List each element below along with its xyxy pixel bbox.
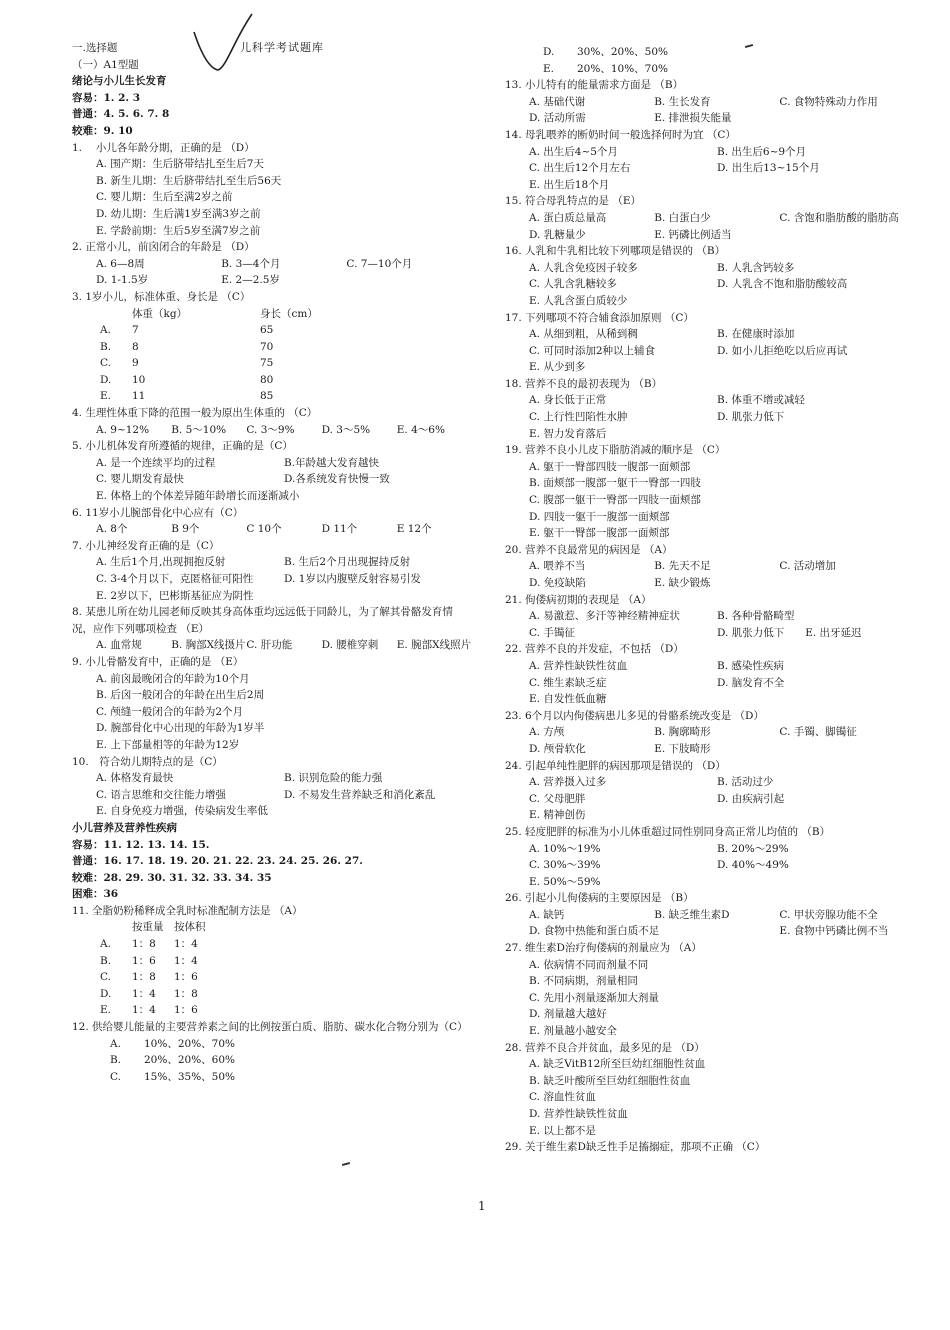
answer-option: B. 胸部X线摄片 bbox=[171, 639, 246, 652]
table-row bbox=[543, 44, 905, 61]
table-cell: C. bbox=[100, 357, 111, 370]
right-column bbox=[505, 44, 905, 1156]
answer-option: D. 免疫缺陷 bbox=[529, 577, 586, 589]
answer-option: E. 出生后18个月 bbox=[529, 178, 610, 191]
question-stem: 9. 小儿骨骼发育中，正确的是 （E） bbox=[72, 655, 244, 668]
answer-option: B. 3—4个月 bbox=[221, 257, 281, 270]
question-stem: 15. 符合母乳特点的是 （E） bbox=[505, 195, 642, 208]
answer-option: C. 父母肥胖 bbox=[529, 792, 586, 805]
answer-option: B. 生长发育 bbox=[654, 95, 711, 108]
answer-option: B. 生后2个月出现握持反射 bbox=[284, 556, 411, 569]
answer-option: A. 易激惹、多汗等神经精神症状 bbox=[529, 610, 680, 623]
answer-option: A. 人乳含免疫因子较多 bbox=[529, 261, 638, 274]
table-cell: 20%、10%、70% bbox=[577, 62, 669, 75]
question-stem: 22. 营养不良的并发症，不包括 （D） bbox=[505, 643, 684, 656]
question-stem: 26. 引起小儿佝偻病的主要原因是 （B） bbox=[505, 892, 694, 905]
answer-option: E. 2岁以下，巴彬斯基征应为阴性 bbox=[96, 589, 254, 602]
table-cell: 11 bbox=[132, 390, 146, 403]
question-stem: 11. 全脂奶粉稀释成全乳时标准配制方法是 （A） bbox=[72, 904, 303, 917]
section-heading: 困难：36 bbox=[72, 888, 119, 901]
table-cell: 9 bbox=[132, 357, 139, 370]
answer-option: B. 20%～29% bbox=[717, 842, 789, 855]
option-table bbox=[72, 1036, 472, 1086]
answer-option: D. 40%～49% bbox=[717, 859, 789, 872]
question-stem: 20. 营养不良最常见的病因是 （A） bbox=[505, 543, 673, 556]
answer-option: B. 在健康时添加 bbox=[717, 328, 795, 341]
answer-option: A. 营养摄入过多 bbox=[529, 776, 607, 789]
answer-option: B. 感染性疾病 bbox=[717, 659, 784, 672]
answer-option: B. 后囟一般闭合的年龄在出生后2周 bbox=[96, 689, 265, 702]
answer-options bbox=[505, 94, 905, 127]
table-cell: E. bbox=[100, 390, 112, 403]
answer-option: A. 方颅 bbox=[529, 726, 565, 739]
answer-option: A. 9~12% bbox=[96, 423, 150, 436]
answer-option: D. 出生后13~15个月 bbox=[717, 162, 820, 175]
answer-option: C. 可同时添加2种以上辅食 bbox=[529, 344, 656, 357]
answer-option: A. 蛋白质总量高 bbox=[529, 211, 607, 224]
answer-option: E. 钙磷比例适当 bbox=[654, 228, 732, 241]
answer-option: A. 血常规 bbox=[96, 639, 142, 652]
answer-option: C. 3-4个月以下，克匿格征可阳性 bbox=[96, 573, 254, 585]
table-row bbox=[110, 1052, 472, 1069]
answer-option: C. 颅缝一般闭合的年龄为2个月 bbox=[96, 705, 244, 718]
table-cell: 15%、35%、50% bbox=[144, 1070, 236, 1083]
answer-option: C. 甲状旁腺功能不全 bbox=[779, 908, 878, 921]
table-cell: B. bbox=[100, 340, 112, 353]
table-cell: 20%、20%、60% bbox=[144, 1054, 236, 1067]
table-row bbox=[100, 986, 472, 1003]
question-stem: 18. 营养不良的最初表现为 （B） bbox=[505, 377, 663, 390]
question-stem: 4. 生理性体重下降的范围一般为原出生体重的 （C） bbox=[72, 407, 318, 420]
answer-options bbox=[505, 144, 905, 194]
answer-option: A. 躯干一臀部四肢一腹部一面颊部 bbox=[529, 460, 691, 473]
answer-option: D. 食物中热能和蛋白质不足 bbox=[529, 925, 660, 938]
answer-option: D. 1岁以内腹壁反射容易引发 bbox=[284, 573, 421, 585]
answer-option: B. 缺乏叶酸所至巨幼红细胞性贫血 bbox=[529, 1074, 691, 1087]
answer-option: E. 上下部量相等的年龄为12岁 bbox=[96, 738, 240, 751]
table-cell: D. bbox=[100, 987, 112, 1000]
table-cell: A. bbox=[100, 324, 111, 337]
table-row bbox=[543, 61, 905, 78]
answer-option: E. 从少到多 bbox=[529, 361, 586, 374]
answer-option: B. 出生后6~9个月 bbox=[717, 145, 807, 158]
table-cell: 75 bbox=[260, 357, 274, 370]
answer-options bbox=[505, 260, 905, 310]
table-cell: 1：6 bbox=[174, 1004, 198, 1017]
table-cell: 65 bbox=[260, 324, 274, 337]
answer-option: D. 腰椎穿刺 bbox=[321, 639, 379, 652]
question-stem: 17. 下列哪项不符合辅食添加原则 （C） bbox=[505, 311, 694, 324]
answer-option: B. 体重不增或减轻 bbox=[717, 394, 805, 407]
answer-option: D. 幼儿期：生后满1岁至满3岁之前 bbox=[96, 207, 261, 220]
table-cell: 体重（kg） bbox=[132, 307, 188, 320]
answer-option: C. 活动增加 bbox=[779, 560, 836, 573]
section-heading: 容易：1. 2. 3 bbox=[72, 91, 141, 104]
answer-options bbox=[505, 326, 905, 376]
answer-option: E. 精神创伤 bbox=[529, 809, 586, 822]
answer-option: A. 喂养不当 bbox=[529, 560, 586, 573]
answer-option: E. 2—2.5岁 bbox=[221, 274, 280, 287]
table-row bbox=[100, 936, 472, 953]
answer-option: E. 智力发育落后 bbox=[529, 427, 607, 440]
answer-option: C. 婴儿期发育最快 bbox=[96, 473, 184, 486]
question-stem: 28. 营养不良合并贫血，最多见的是 （D） bbox=[505, 1041, 705, 1054]
table-cell: 按体积 bbox=[174, 921, 206, 934]
answer-options bbox=[72, 156, 472, 239]
answer-option: A. 基础代谢 bbox=[529, 95, 586, 108]
answer-option: B. 识别危险的能力强 bbox=[284, 772, 383, 785]
question-stem: 12. 供给婴儿能量的主要营养素之间的比例按蛋白质、脂肪、碳水化合物分别为（C） bbox=[72, 1021, 468, 1034]
table-cell: 1：6 bbox=[132, 954, 156, 967]
table-cell: 1：4 bbox=[132, 987, 156, 1000]
table-cell: C. bbox=[110, 1070, 121, 1083]
answer-option: D. 不易发生营养缺乏和消化紊乱 bbox=[284, 788, 436, 801]
answer-option: B. 白蛋白少 bbox=[654, 211, 711, 224]
section-heading: 绪论与小儿生长发育 bbox=[72, 75, 167, 88]
answer-option: C. 婴儿期：生后至满2岁之前 bbox=[96, 191, 233, 204]
answer-option: C. 出生后12个月左右 bbox=[529, 162, 631, 175]
answer-options bbox=[72, 770, 472, 820]
table-row bbox=[100, 1002, 472, 1019]
section-heading: 普通：4. 5. 6. 7. 8 bbox=[72, 108, 170, 121]
answer-option: D. 1-1.5岁 bbox=[96, 274, 149, 287]
answer-option: E. 人乳含蛋白质较少 bbox=[529, 294, 628, 307]
question-stem: 16. 人乳和牛乳相比较下列哪项是错误的 （B） bbox=[505, 245, 726, 258]
answer-option: C. 含饱和脂肪酸的脂肪高 bbox=[779, 211, 899, 224]
question-stem: 13. 小儿特有的能量需求方面是 （B） bbox=[505, 79, 684, 92]
answer-option: D. 腕部骨化中心出现的年龄为1岁半 bbox=[96, 722, 265, 735]
answer-option: E. 躯干一臀部一腹部一面颊部 bbox=[529, 527, 670, 540]
table-cell: D. bbox=[100, 373, 112, 386]
option-table bbox=[72, 919, 472, 1019]
answer-option: D. 四肢一躯干一腹部一面颊部 bbox=[529, 510, 670, 523]
answer-options bbox=[72, 256, 472, 289]
question-stem: 27. 维生素D治疗佝偻病的剂量应为 （A） bbox=[505, 942, 702, 955]
question-stem: 25. 轻度肥胖的标准为小儿体重超过同性别同身高正常儿均值的 （B） bbox=[505, 825, 831, 838]
table-cell: 80 bbox=[260, 373, 274, 386]
table-row bbox=[100, 306, 472, 323]
table-row bbox=[100, 355, 472, 372]
answer-options bbox=[505, 841, 905, 891]
question-stem: 24. 引起单纯性肥胖的病因那项是错误的 （D） bbox=[505, 759, 726, 772]
table-cell: A. bbox=[110, 1037, 121, 1050]
section-heading: 容易：11. 12. 13. 14. 15. bbox=[72, 838, 210, 851]
table-cell: 1：8 bbox=[132, 938, 156, 951]
answer-option: C. 语言思维和交往能力增强 bbox=[96, 788, 226, 801]
table-cell: 30%、20%、50% bbox=[577, 46, 669, 58]
answer-options bbox=[505, 658, 905, 708]
answer-option: A. 营养性缺铁性贫血 bbox=[529, 659, 628, 672]
question-stem: 1. 小儿各年龄分期，正确的是 （D） bbox=[72, 141, 255, 154]
answer-option: E. 排泄损失能量 bbox=[654, 112, 732, 125]
answer-option: A. 身长低于正常 bbox=[529, 394, 607, 407]
table-cell: 85 bbox=[260, 390, 274, 403]
answer-option: C. 上行性凹陷性水肿 bbox=[529, 411, 628, 424]
section-heading: 较难：9. 10 bbox=[72, 124, 133, 137]
table-row bbox=[100, 372, 472, 389]
table-cell: B. bbox=[100, 954, 112, 967]
question-stem: 5. 小儿机体发育所遵循的规律，正确的是（C） bbox=[72, 440, 293, 453]
table-cell: C. bbox=[100, 971, 111, 984]
answer-option: E. 食物中钙磷比例不当 bbox=[779, 925, 889, 938]
answer-option: D. 肌张力低下 E. 出牙延迟 bbox=[717, 626, 862, 639]
answer-options bbox=[505, 459, 905, 542]
answer-options bbox=[505, 558, 905, 591]
table-cell: D. bbox=[543, 46, 555, 58]
table-cell: 7 bbox=[132, 324, 139, 337]
text-line: 一.选择题 bbox=[72, 42, 118, 54]
answer-option: E. 缺少锻炼 bbox=[654, 577, 711, 589]
text-line: （一）A1型题 bbox=[72, 58, 139, 71]
answer-option: E. 50%～59% bbox=[529, 875, 601, 888]
question-stem: 19. 营养不良小儿皮下脂肪消减的顺序是 （C） bbox=[505, 444, 726, 457]
answer-option: C. 人乳含乳糖较多 bbox=[529, 278, 617, 291]
answer-option: B. 人乳含钙较多 bbox=[717, 261, 795, 274]
table-row bbox=[100, 339, 472, 356]
answer-option: A. 8个 bbox=[96, 523, 128, 536]
page-number: 1 bbox=[478, 1199, 486, 1213]
answer-option: B 9个 bbox=[171, 523, 200, 536]
table-row bbox=[110, 1069, 472, 1086]
answer-option: B. 5～10% bbox=[171, 423, 227, 436]
answer-options bbox=[505, 957, 905, 1040]
answer-option: D. 人乳含不饱和脂肪酸较高 bbox=[717, 278, 848, 291]
answer-option: A. 缺乏VitB12所至巨幼红细胞性贫血 bbox=[529, 1058, 706, 1071]
answer-option: E. 下肢畸形 bbox=[654, 742, 711, 755]
question-stem: 3. 1岁小儿，标准体重、身长是 （C） bbox=[72, 290, 251, 303]
answer-option: D.各系统发育快慢一致 bbox=[284, 473, 390, 486]
option-table bbox=[505, 44, 905, 77]
answer-options bbox=[505, 907, 905, 940]
table-cell: 1：6 bbox=[174, 971, 198, 984]
answer-options bbox=[505, 392, 905, 442]
answer-option: B.年龄越大发育越快 bbox=[284, 456, 380, 469]
table-row bbox=[100, 322, 472, 339]
question-stem: 10. 符合幼儿期特点的是（C） bbox=[72, 755, 223, 768]
answer-options bbox=[505, 1056, 905, 1139]
answer-option: A. 前囟最晚闭合的年龄为10个月 bbox=[96, 672, 250, 685]
question-stem: 2. 正常小儿，前囟闭合的年龄是 （D） bbox=[72, 241, 255, 254]
answer-option: B. 新生儿期：生后脐带结扎至生后56天 bbox=[96, 174, 282, 187]
answer-option: D. 如小儿拒绝吃以后应再试 bbox=[717, 344, 848, 357]
table-cell: 1：4 bbox=[132, 1004, 156, 1017]
answer-options bbox=[505, 210, 905, 243]
table-cell: 8 bbox=[132, 340, 139, 353]
answer-options bbox=[72, 521, 472, 538]
answer-option: E. 体格上的个体差异随年龄增长而逐渐减小 bbox=[96, 490, 300, 503]
left-column bbox=[72, 40, 472, 1085]
answer-option: D. 肌张力低下 bbox=[717, 411, 785, 424]
section-heading: 较难：28. 29. 30. 31. 32. 33. 34. 35 bbox=[72, 871, 272, 884]
stray-mark bbox=[342, 1162, 350, 1166]
table-cell bbox=[100, 306, 132, 323]
answer-option: C. 维生素缺乏症 bbox=[529, 676, 607, 689]
answer-option: B. 各种骨骼畸型 bbox=[717, 610, 795, 623]
table-cell bbox=[100, 919, 132, 936]
table-row bbox=[110, 1036, 472, 1053]
answer-options bbox=[72, 554, 472, 604]
table-row bbox=[100, 953, 472, 970]
answer-option: D. 乳糖量少 bbox=[529, 228, 586, 241]
document-title: 儿科学考试题库 bbox=[240, 41, 324, 54]
answer-option: C. 溶血性贫血 bbox=[529, 1091, 596, 1104]
answer-option: B. 胸廓畸形 bbox=[654, 726, 711, 739]
answer-option: B. 先天不足 bbox=[654, 560, 711, 573]
question-stem: 6. 11岁小儿腕部骨化中心应有（C） bbox=[72, 506, 244, 519]
answer-option: C. 先用小剂量逐渐加大剂量 bbox=[529, 991, 659, 1004]
answer-option: C. 腹部一躯干一臀部一四肢一面颊部 bbox=[529, 494, 701, 507]
answer-option: A. 从细到粗，从稀到稠 bbox=[529, 328, 638, 341]
answer-options bbox=[72, 637, 472, 654]
table-cell: 1：4 bbox=[174, 938, 198, 951]
answer-option: C. 手镯征 bbox=[529, 626, 575, 639]
answer-option: B. 面颊部一腹部一躯干一臀部一四肢 bbox=[529, 477, 701, 490]
answer-option: C. 食物特殊动力作用 bbox=[779, 95, 878, 108]
question-stem: 29. 关于维生素D缺乏性手足搐搦症，那项不正确 （C） bbox=[505, 1141, 766, 1154]
answer-options bbox=[72, 455, 472, 505]
answer-options bbox=[72, 422, 472, 439]
table-cell: B. bbox=[110, 1054, 122, 1067]
answer-option: B. 活动过少 bbox=[717, 776, 774, 789]
answer-option: A. 出生后4~5个月 bbox=[529, 145, 618, 158]
table-row bbox=[100, 969, 472, 986]
answer-options bbox=[505, 608, 905, 641]
answer-option: C. 7—10个月 bbox=[346, 257, 413, 270]
answer-option: E 12个 bbox=[396, 523, 432, 536]
answer-option: B. 缺乏维生素D bbox=[654, 908, 730, 921]
table-cell: 身长（cm） bbox=[260, 307, 318, 320]
answer-option: C. 手镯、脚镯征 bbox=[779, 726, 857, 739]
table-cell: 70 bbox=[260, 340, 274, 353]
table-cell: 按重量 bbox=[132, 921, 164, 934]
answer-option: E. 自身免疫力增强，传染病发生率低 bbox=[96, 805, 268, 818]
answer-option: A. 依病情不同而剂量不同 bbox=[529, 958, 649, 971]
answer-option: D. 由疾病引起 bbox=[717, 792, 785, 805]
table-row bbox=[100, 919, 472, 936]
section-heading: 普通：16. 17. 18. 19. 20. 21. 22. 23. 24. 25. 26. 27. bbox=[72, 855, 363, 868]
answer-option: D. 3～5% bbox=[321, 423, 371, 436]
table-cell: 10%、20%、70% bbox=[144, 1037, 236, 1050]
answer-option: C. 30%～39% bbox=[529, 859, 601, 872]
answer-option: E. 学龄前期：生后5岁至满7岁之前 bbox=[96, 224, 261, 237]
question-stem: 21. 佝偻病初期的表现是 （A） bbox=[505, 593, 652, 606]
answer-options bbox=[505, 724, 905, 757]
answer-options bbox=[72, 671, 472, 754]
answer-option: C. 肝功能 bbox=[246, 639, 293, 652]
answer-option: E. 剂量越小越安全 bbox=[529, 1025, 617, 1038]
table-row bbox=[100, 388, 472, 405]
question-stem: 14. 母乳喂养的断奶时间一般选择何时为宜 （C） bbox=[505, 128, 736, 141]
answer-option: C. 3～9% bbox=[246, 423, 295, 436]
table-cell: 1：8 bbox=[174, 987, 198, 1000]
question-stem: 23. 6个月以内佝偻病患儿多见的骨骼系统改变是 （D） bbox=[505, 709, 764, 722]
answer-option: A. 围产期：生后脐带结扎至生后7天 bbox=[96, 158, 264, 171]
option-table bbox=[72, 306, 472, 406]
answer-option: D. 颅骨软化 bbox=[529, 742, 586, 755]
question-stem: 8. 某患儿所在幼儿园老师反映其身高体重均远远低于同龄儿，为了解其骨骼发育情况，应作下列哪项检查 （E） bbox=[72, 606, 453, 635]
table-cell: E. bbox=[543, 62, 555, 75]
answer-option bbox=[654, 923, 779, 940]
answer-option: D. 营养性缺铁性贫血 bbox=[529, 1108, 628, 1120]
answer-option: A. 6—8周 bbox=[96, 257, 145, 270]
table-cell: 1：4 bbox=[174, 954, 198, 967]
table-cell: E. bbox=[100, 1004, 112, 1017]
table-cell: 1：8 bbox=[132, 971, 156, 984]
answer-option: A. 生后1个月,出现拥抱反射 bbox=[96, 556, 226, 569]
answer-option: D. 活动所需 bbox=[529, 112, 586, 125]
table-cell: 10 bbox=[132, 373, 146, 386]
table-cell: A. bbox=[100, 938, 111, 951]
answer-option: B. 不同病期，剂量相同 bbox=[529, 975, 638, 988]
answer-option: A. 是一个连续平均的过程 bbox=[96, 456, 216, 469]
section-heading: 小儿营养及营养性疾病 bbox=[72, 821, 177, 834]
answer-option: D. 剂量越大越好 bbox=[529, 1008, 607, 1021]
answer-option: E. 自发性低血糖 bbox=[529, 693, 607, 706]
answer-option: E. 以上都不是 bbox=[529, 1124, 596, 1137]
answer-option: A. 体格发育最快 bbox=[96, 772, 174, 785]
answer-option: D 11个 bbox=[321, 523, 358, 536]
answer-options bbox=[505, 774, 905, 824]
answer-option: A. 10%～19% bbox=[529, 842, 601, 855]
answer-option: E. 腕部X线照片 bbox=[396, 639, 472, 652]
answer-option: C 10个 bbox=[246, 523, 282, 536]
answer-option: E. 4～6% bbox=[396, 423, 445, 436]
question-stem: 7. 小儿神经发育正确的是（C） bbox=[72, 539, 220, 552]
answer-option: D. 脑发育不全 bbox=[717, 676, 785, 689]
answer-option: A. 缺钙 bbox=[529, 908, 565, 921]
